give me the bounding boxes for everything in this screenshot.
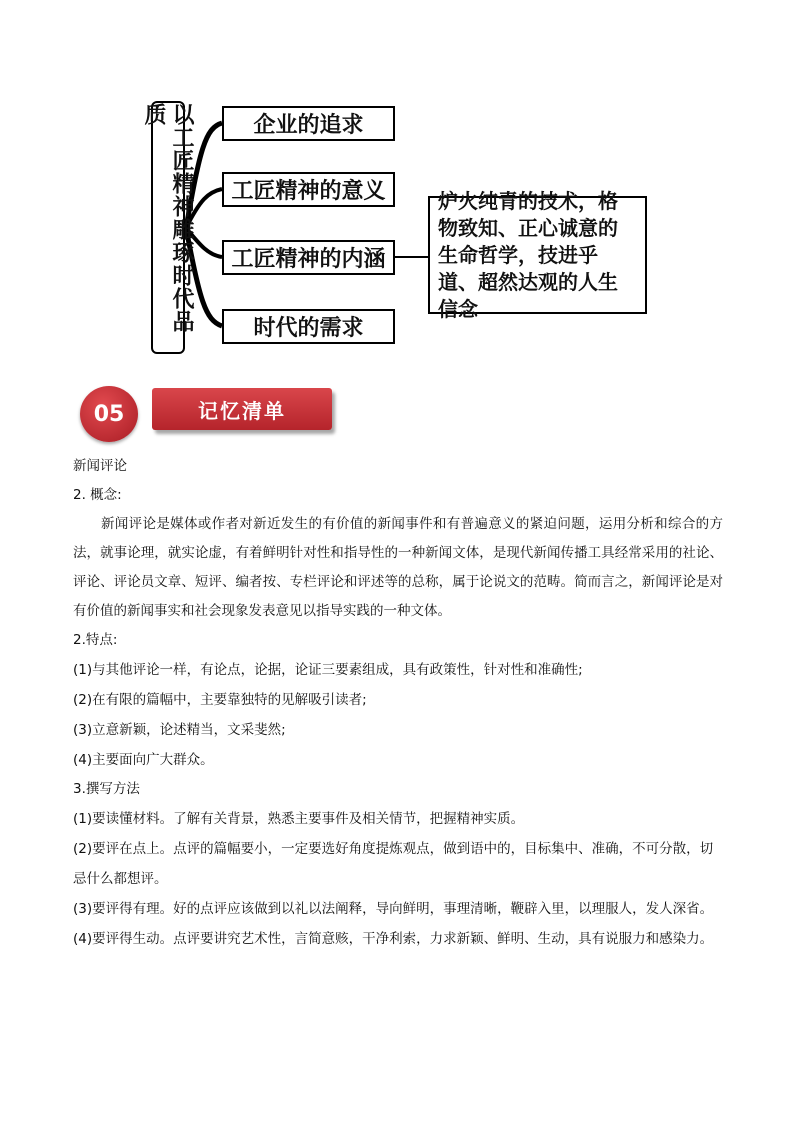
mind-map-diagram — [0, 0, 800, 370]
document-body — [73, 452, 723, 954]
method-item: (1)要读懂材料。了解有关背景，熟悉主要事件及相关情节，把握精神实质。 — [73, 811, 525, 827]
section-number-badge: 05 — [80, 386, 138, 442]
feature-item: (4)主要面向广大群众。 — [73, 752, 214, 768]
method-item: (4)要评得生动。点评要讲究艺术性，言简意赅，干净利索，力求新颖、鲜明、生动，具有说服力和感染力。 — [73, 931, 714, 947]
detail-node-label: 炉火纯青的技术，格物致知、正心诚意的生命哲学，技进乎道、超然达观的人生信念 — [438, 188, 618, 321]
concept-paragraph: 新闻评论是媒体或作者对新近发生的有价值的新闻事件和有普遍意义的紧迫问题，运用分析和综合的方法，就事论理，就实论虚，有着鲜明针对性和指导性的一种新闻文体，是现代新闻传播工具经常采用的社论、评论、评论员文章、短评、编者按、专栏评论和评述等的总称，属于论说文的范畴。简而言之，新闻评论是对有价值的新闻事实和社会现象发表意见以指导实践的一种文体。 — [73, 516, 723, 619]
methods-label: 3.撰写方法 — [73, 781, 140, 797]
detail-node — [428, 188, 647, 321]
feature-item: (3)立意新颖，论述精当，文采斐然; — [73, 722, 286, 738]
branch-node-1: 企业的追求 — [222, 106, 395, 141]
feature-item: (2)在有限的篇幅中，主要靠独特的见解吸引读者; — [73, 692, 367, 708]
branch-node-4: 时代的需求 — [222, 309, 395, 344]
root-node-label: 以工匠精神雕琢时代品质 — [141, 103, 195, 333]
section-heading: 新闻评论 — [73, 458, 127, 474]
root-node — [141, 101, 195, 354]
feature-item: (1)与其他评论一样，有论点，论据，论证三要素组成，具有政策性，针对性和准确性; — [73, 662, 583, 678]
branch-node-3: 工匠精神的内涵 — [222, 240, 395, 275]
method-item: (3)要评得有理。好的点评应该做到以礼以法阐释，导向鲜明，事理清晰，鞭辟入里，以理服人，发人深省。 — [73, 901, 714, 917]
branch-node-2: 工匠精神的意义 — [222, 172, 395, 207]
features-label: 2.特点: — [73, 632, 118, 648]
concept-label: 2. 概念: — [73, 487, 122, 503]
method-item: (2)要评在点上。点评的篇幅要小，一定要选好角度提炼观点，做到语中的，目标集中、准确，不可分散，切忌什么都想评。 — [73, 841, 714, 887]
mind-map-connectors — [0, 0, 800, 370]
section-banner — [76, 382, 338, 444]
section-title: 记忆清单 — [152, 388, 332, 430]
